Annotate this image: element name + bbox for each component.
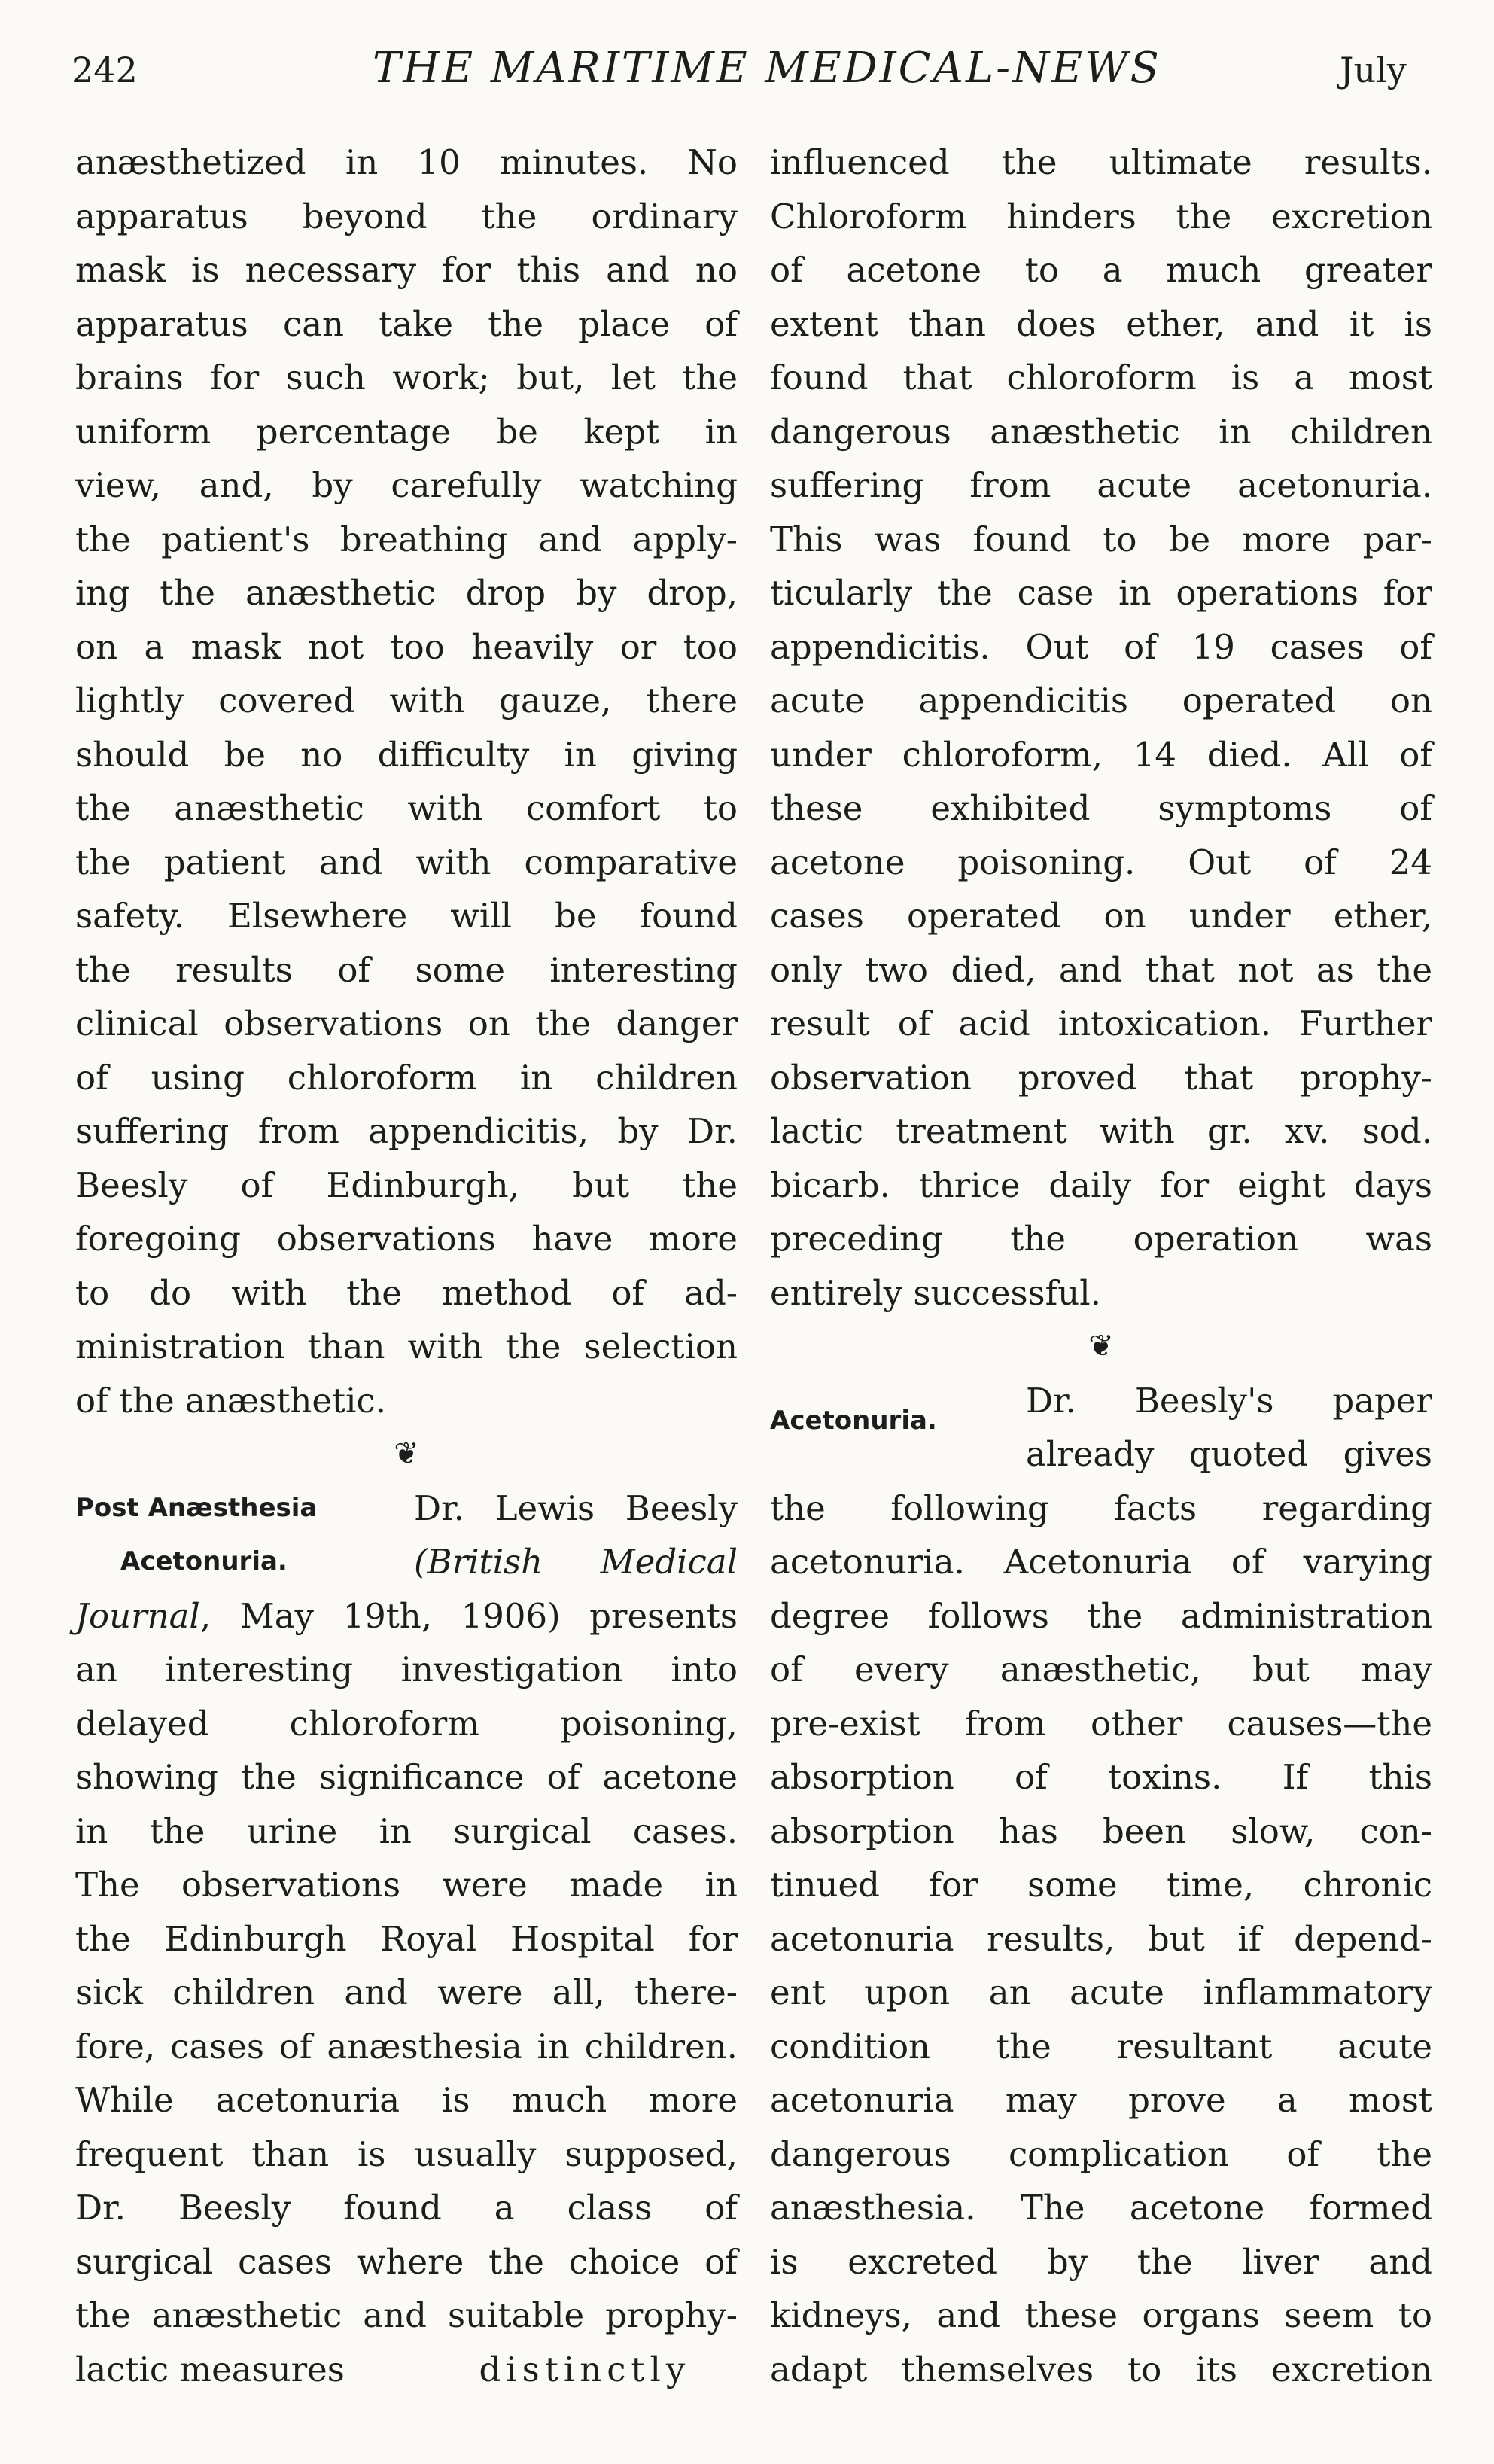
text-line: the Edinburgh Royal Hospital for bbox=[75, 1918, 738, 1959]
text-line: sick children and were all, there- bbox=[75, 1972, 738, 2012]
text-line: foregoing observations have more bbox=[75, 1219, 738, 1259]
text-line: tinued for some time, chronic bbox=[770, 1865, 1432, 1905]
text-line: acetonuria results, but if depend- bbox=[770, 1918, 1432, 1959]
text-line: adapt themselves to its excretion bbox=[770, 2349, 1432, 2389]
text-line: observation proved that prophy- bbox=[770, 1057, 1432, 1098]
text-line: extent than does ether, and it is bbox=[770, 303, 1432, 344]
left-column bbox=[75, 136, 738, 2396]
side-text-line: Dr. Beesly's paper bbox=[1026, 1380, 1432, 1421]
text-line: uniform percentage be kept in bbox=[75, 411, 738, 452]
text-line: of the anæsthetic. bbox=[75, 1380, 386, 1421]
text-line: dangerous anæsthetic in children bbox=[770, 411, 1432, 452]
side-text-line: already quoted gives bbox=[1026, 1434, 1432, 1474]
text-line: mask is necessary for this and no bbox=[75, 250, 738, 290]
side-heading-acetonuria: Acetonuria. bbox=[770, 1405, 937, 1436]
text-line: of using chloroform in children bbox=[75, 1057, 738, 1098]
text-line: absorption of toxins. If this bbox=[770, 1757, 1432, 1797]
text-line: the following facts regarding bbox=[770, 1488, 1432, 1528]
text-fragment: lactic measures bbox=[75, 2349, 345, 2389]
issue-month: July bbox=[1340, 50, 1407, 90]
text-line: delayed chloroform poisoning, bbox=[75, 1703, 738, 1744]
text-line: pre-exist from other causes—the bbox=[770, 1703, 1432, 1744]
text-line: ticularly the case in operations for bbox=[770, 573, 1432, 613]
text-line: to do with the method of ad- bbox=[75, 1272, 738, 1313]
text-line: acetonuria may prove a most bbox=[770, 2080, 1432, 2120]
side-text-line: Dr. Lewis Beesly bbox=[414, 1488, 738, 1528]
text-line: preceding the operation was bbox=[770, 1219, 1432, 1259]
text-line: in the urine in surgical cases. bbox=[75, 1811, 738, 1851]
side-heading-acetonuria: Acetonuria. bbox=[120, 1546, 288, 1576]
section-ornament: ❦ bbox=[1088, 1329, 1114, 1363]
text-line: should be no difficulty in giving bbox=[75, 734, 738, 775]
text-line: bicarb. thrice daily for eight days bbox=[770, 1165, 1432, 1205]
text-line: Journal, May 19th, 1906) presents bbox=[75, 1595, 738, 1636]
section-ornament: ❦ bbox=[394, 1436, 419, 1471]
text-line: is excreted by the liver and bbox=[770, 2241, 1432, 2282]
text-line: of acetone to a much greater bbox=[770, 250, 1432, 290]
text-line: the patient and with comparative bbox=[75, 842, 738, 882]
text-line: absorption has been slow, con- bbox=[770, 1811, 1432, 1851]
text-line: dangerous complication of the bbox=[770, 2134, 1432, 2174]
side-row-2 bbox=[75, 1535, 738, 1589]
text-line: clinical observations on the danger bbox=[75, 1004, 738, 1043]
text-line: condition the resultant acute bbox=[770, 2026, 1432, 2067]
text-line: the results of some interesting bbox=[75, 949, 738, 990]
text-line: lightly covered with gauze, there bbox=[75, 681, 738, 720]
section-post-anaesthesia-acetonuria bbox=[75, 1482, 738, 2397]
page-number: 242 bbox=[72, 50, 138, 90]
text-line: the anæsthetic and suitable prophy- bbox=[75, 2295, 738, 2335]
text-line: fore, cases of anæsthesia in children. bbox=[75, 2026, 738, 2067]
text-line: an interesting investigation into bbox=[75, 1649, 738, 1689]
text-line: apparatus can take the place of bbox=[75, 303, 738, 344]
text-line-final bbox=[75, 2343, 738, 2397]
text-line: Beesly of Edinburgh, but the bbox=[75, 1165, 738, 1205]
text-line: cases operated on under ether, bbox=[770, 896, 1432, 936]
spaced-word: distinctly bbox=[479, 2349, 691, 2389]
text-line: kidneys, and these organs seem to bbox=[770, 2295, 1432, 2335]
text-line: ent upon an acute inflammatory bbox=[770, 1972, 1432, 2012]
text-line: of every anæsthetic, but may bbox=[770, 1649, 1432, 1689]
text-line: the anæsthetic with comfort to bbox=[75, 788, 738, 828]
text-line: suffering from appendicitis, by Dr. bbox=[75, 1111, 738, 1151]
text-line: Dr. Beesly found a class of bbox=[75, 2188, 738, 2228]
text-line: apparatus beyond the ordinary bbox=[75, 196, 738, 236]
text-line: This was found to be more par- bbox=[770, 519, 1432, 559]
left-paragraph-beesly bbox=[75, 1589, 738, 2343]
text-line: suffering from acute acetonuria. bbox=[770, 465, 1432, 505]
text-line: the patient's breathing and apply- bbox=[75, 519, 738, 559]
text-line: anæsthetized in 10 minutes. No bbox=[75, 142, 738, 182]
journal-name: Journal bbox=[75, 1595, 200, 1636]
text-line: entirely successful. bbox=[770, 1272, 1101, 1313]
side-text-line: (British Medical bbox=[414, 1542, 738, 1582]
text-line: acetone poisoning. Out of 24 bbox=[770, 842, 1432, 882]
side-heading-post-anaesthesia: Post Anæsthesia bbox=[75, 1492, 318, 1523]
text-line: acetonuria. Acetonuria of varying bbox=[770, 1542, 1432, 1582]
section-acetonuria-head bbox=[770, 1374, 1432, 1482]
text-line: ministration than with the selection bbox=[75, 1326, 738, 1366]
text-line: frequent than is usually supposed, bbox=[75, 2134, 738, 2174]
text-line: showing the significance of acetone bbox=[75, 1757, 738, 1797]
text-line: appendicitis. Out of 19 cases of bbox=[770, 626, 1432, 667]
text-line: result of acid intoxication. Further bbox=[770, 1004, 1432, 1043]
text-line: Chloroform hinders the excretion bbox=[770, 196, 1432, 236]
text-line: degree follows the administration bbox=[770, 1595, 1432, 1636]
text-line: on a mask not too heavily or too bbox=[75, 626, 738, 667]
text-line: While acetonuria is much more bbox=[75, 2080, 738, 2120]
left-paragraph-anaesthetic bbox=[75, 136, 738, 1427]
text-line: surgical cases where the choice of bbox=[75, 2241, 738, 2282]
page-header bbox=[0, 44, 1494, 104]
side-row-1 bbox=[75, 1482, 738, 1536]
text-line: acute appendicitis operated on bbox=[770, 681, 1432, 720]
right-paragraph-chloroform bbox=[770, 136, 1432, 1320]
text-line: these exhibited symptoms of bbox=[770, 788, 1432, 828]
text-line: The observations were made in bbox=[75, 1865, 738, 1905]
text-line: anæsthesia. The acetone formed bbox=[770, 2188, 1432, 2228]
text-line: view, and, by carefully watching bbox=[75, 465, 738, 505]
right-paragraph-acetonuria bbox=[770, 1482, 1432, 2397]
text-line: under chloroform, 14 died. All of bbox=[770, 734, 1432, 775]
text-line: ing the anæsthetic drop by drop, bbox=[75, 573, 738, 613]
text-line: found that chloroform is a most bbox=[770, 358, 1432, 397]
right-column bbox=[770, 136, 1432, 2396]
text-line: influenced the ultimate results. bbox=[770, 142, 1432, 182]
text-line: safety. Elsewhere will be found bbox=[75, 896, 738, 936]
text-line: only two died, and that not as the bbox=[770, 949, 1432, 990]
running-title: THE MARITIME MEDICAL‑NEWS bbox=[373, 44, 1161, 93]
text-line: lactic treatment with gr. xv. sod. bbox=[770, 1111, 1432, 1151]
text-line: brains for such work; but, let the bbox=[75, 358, 738, 397]
